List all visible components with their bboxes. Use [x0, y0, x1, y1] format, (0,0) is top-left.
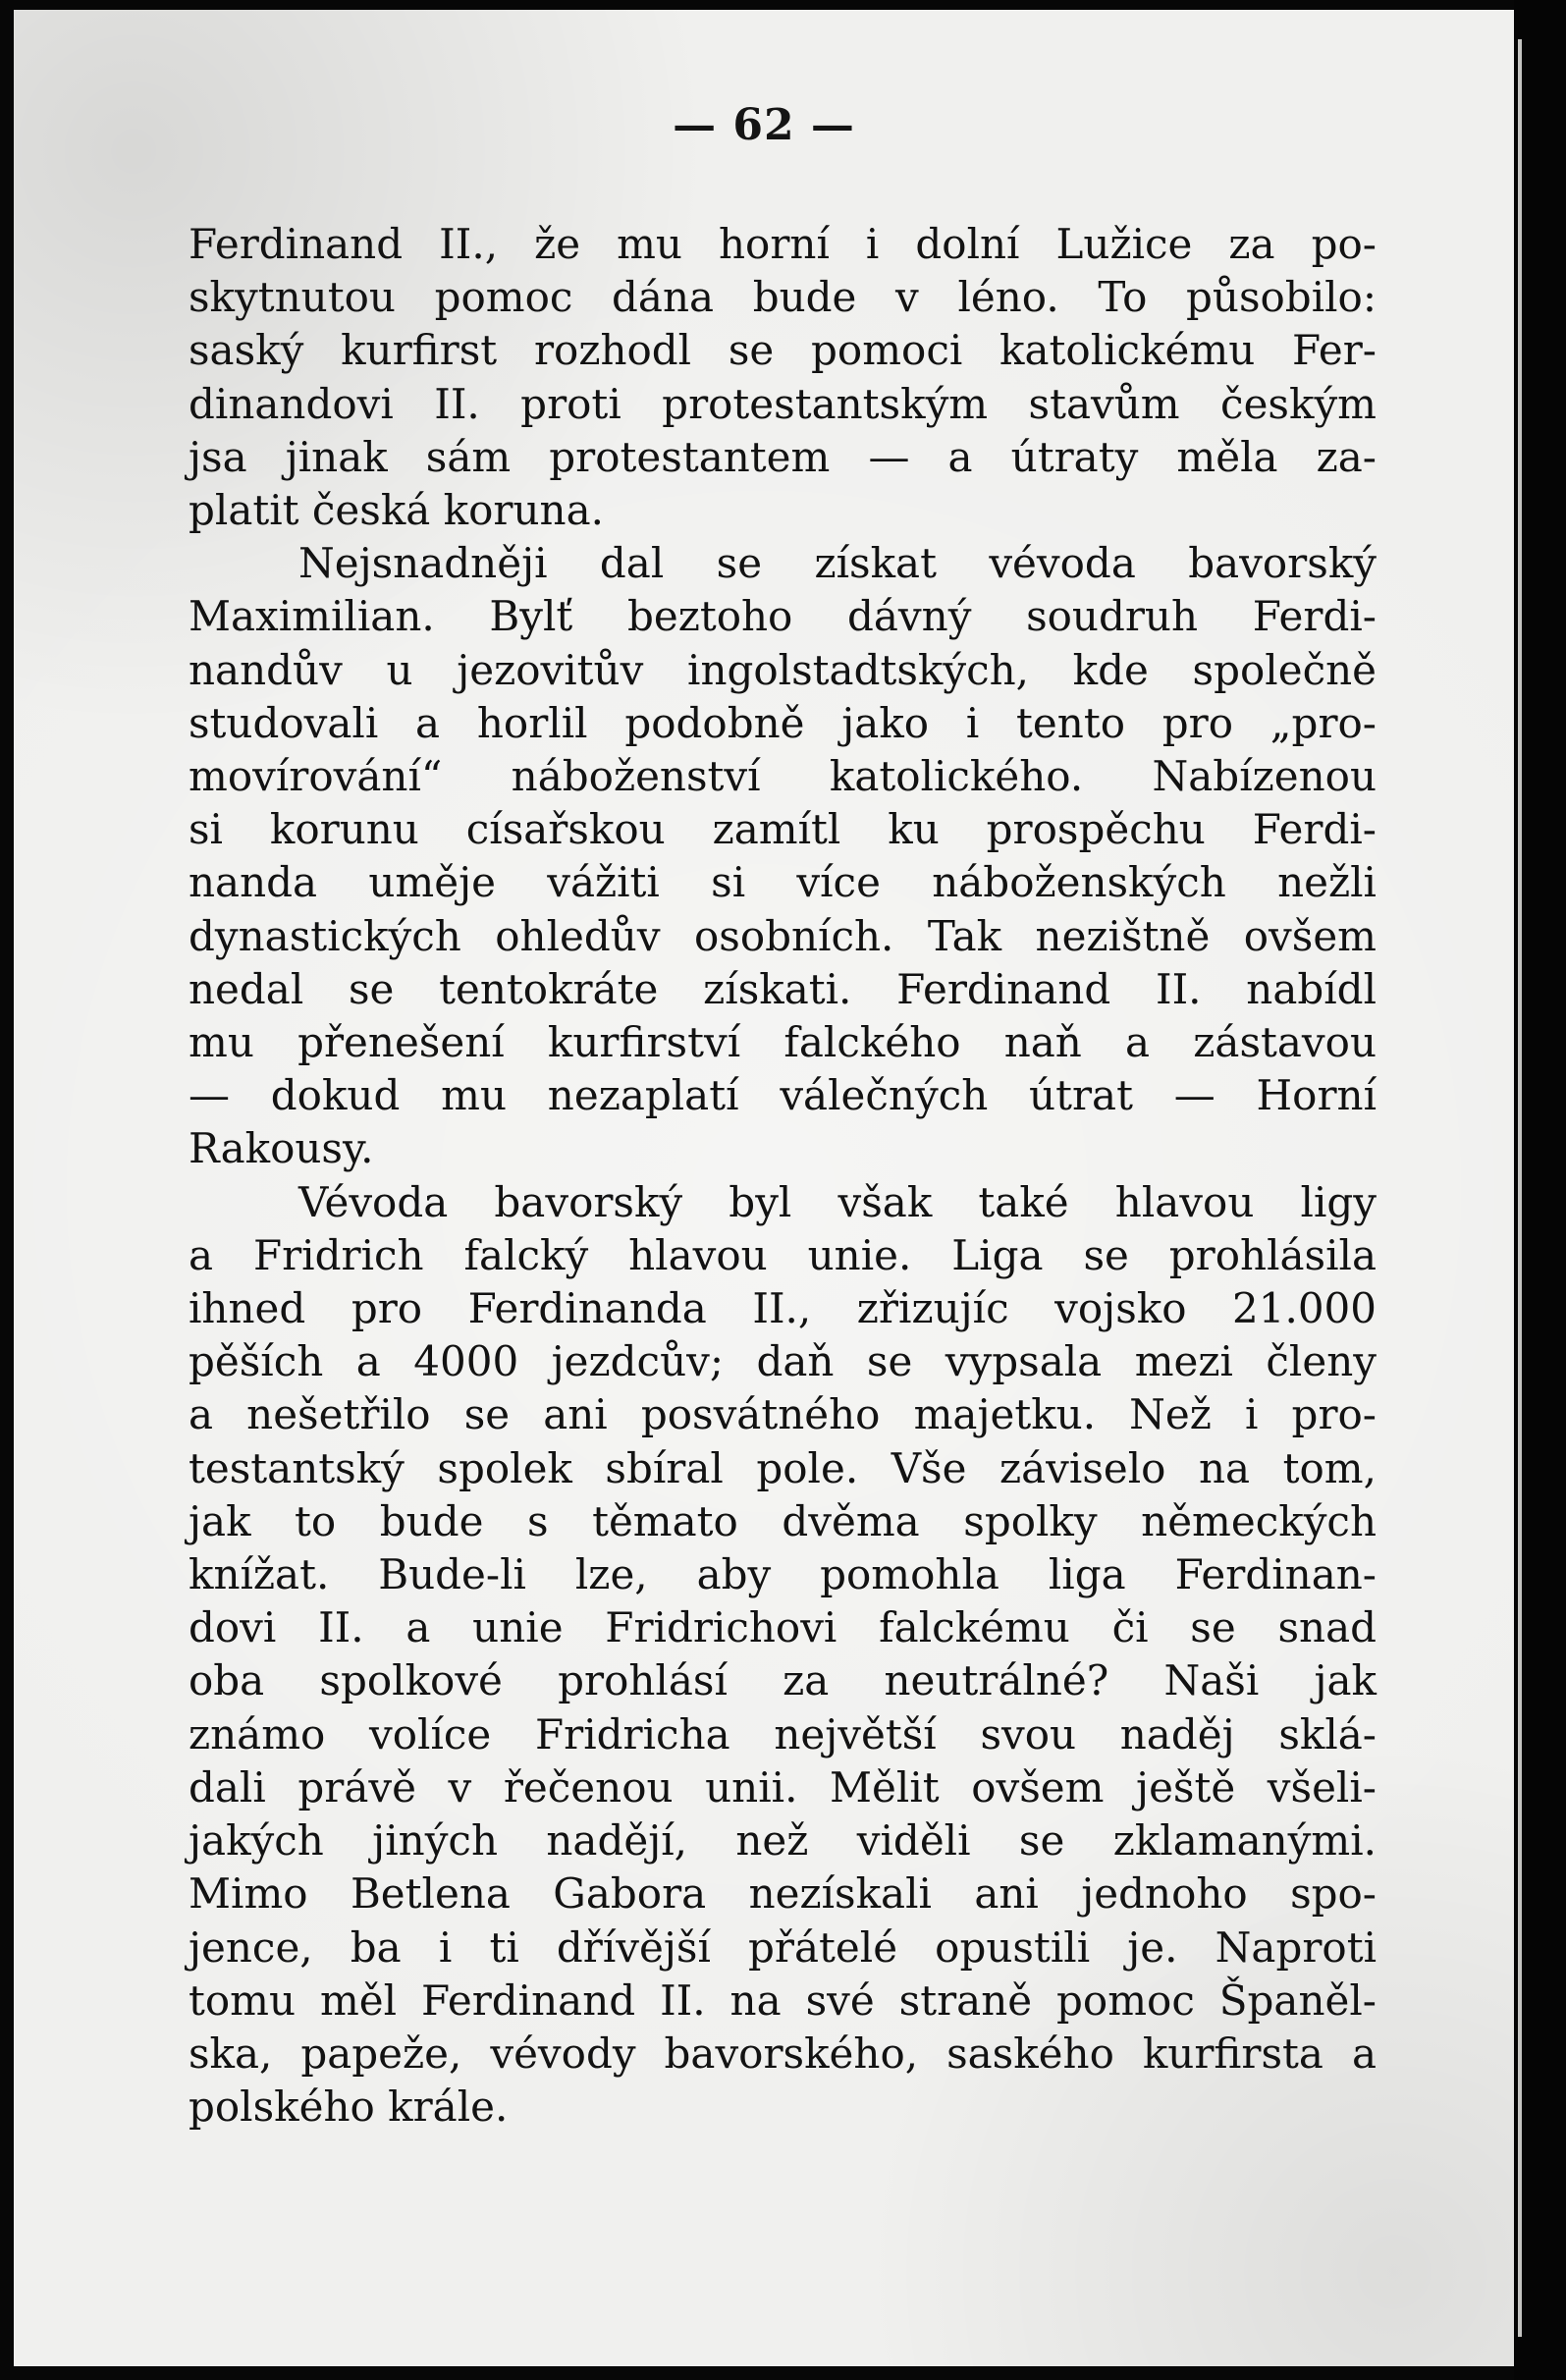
text-line: si korunu císařskou zamítl ku prospěchu Ferdi-: [189, 805, 1377, 854]
text-line: a nešetřilo se ani posvátného majetku. Než i pro-: [189, 1390, 1377, 1439]
text-line: skytnutou pomoc dána bude v léno. To působilo:: [189, 273, 1377, 322]
text-line: tomu měl Ferdinand II. na své straně pomoc Španěl-: [189, 1975, 1377, 2025]
text-line: nanda uměje vážiti si více náboženských nežli: [189, 858, 1377, 907]
page-edge-line: [1518, 39, 1522, 2337]
text-line: polského krále.: [189, 2082, 509, 2132]
body-text: [189, 218, 1377, 2134]
text-line: nedal se tentokráte získati. Ferdinand II. nabídl: [189, 964, 1377, 1013]
text-line: platit česká koruna.: [189, 486, 604, 535]
text-line: testantský spolek sbíral pole. Vše záviselo na tom,: [189, 1443, 1377, 1492]
text-line: jak to bude s těmato dvěma spolky německých: [189, 1496, 1377, 1545]
text-line: oba spolkové prohlásí za neutrálné? Naši jak: [189, 1656, 1377, 1705]
text-line: dovi II. a unie Fridrichovi falckému či se snad: [189, 1603, 1377, 1652]
page-number: — 62 —: [673, 100, 855, 150]
text-line: pěších a 4000 jezdcův; daň se vypsala mezi členy: [189, 1337, 1377, 1386]
text-line: Mimo Betlena Gabora nezískali ani jednoho spo-: [189, 1869, 1377, 1919]
text-line: ska, papeže, vévody bavorského, saského kurfirsta a: [189, 2028, 1377, 2078]
text-line: známo volíce Fridricha největší svou naděj sklá-: [189, 1709, 1377, 1758]
text-line: dinandovi II. proti protestantským stavům českým: [189, 379, 1377, 428]
text-line: Rakousy.: [189, 1124, 374, 1173]
scanned-book-page: [14, 10, 1514, 2366]
text-line: jence, ba i ti dřívější přátelé opustili je. Naproti: [189, 1922, 1377, 1972]
text-line: Nejsnadněji dal se získat vévoda bavorský: [298, 539, 1377, 588]
text-line: jsa jinak sám protestantem — a útraty měla za-: [189, 432, 1377, 481]
text-line: nandův u jezovitův ingolstadtských, kde společně: [189, 645, 1377, 694]
text-line: Ferdinand II., že mu horní i dolní Lužice za po-: [189, 220, 1377, 268]
text-line: Maximilian. Bylť beztoho dávný soudruh Ferdi-: [189, 592, 1377, 641]
text-line: movírování“ náboženství katolického. Nabízenou: [189, 752, 1377, 801]
text-line: — dokud mu nezaplatí válečných útrat — Horní: [189, 1071, 1377, 1120]
text-line: Vévoda bavorský byl však také hlavou ligy: [298, 1177, 1377, 1226]
text-line: saský kurfirst rozhodl se pomoci katolickému Fer-: [189, 326, 1377, 375]
text-line: knížat. Bude-li lze, aby pomohla liga Ferdinan-: [189, 1550, 1377, 1599]
text-line: dynastických ohledův osobních. Tak nezištně ovšem: [189, 911, 1377, 960]
text-line: ihned pro Ferdinanda II., zřizujíc vojsko 21.000: [189, 1284, 1377, 1333]
text-line: mu přenešení kurfirství falckého naň a zástavou: [189, 1018, 1377, 1067]
text-line: jakých jiných nadějí, než viděli se zklamanými.: [189, 1816, 1377, 1866]
text-line: dali právě v řečenou unii. Mělit ovšem ještě všeli-: [189, 1762, 1377, 1812]
text-line: studovali a horlil podobně jako i tento pro „pro-: [189, 698, 1377, 747]
text-line: a Fridrich falcký hlavou unie. Liga se prohlásila: [189, 1230, 1377, 1279]
